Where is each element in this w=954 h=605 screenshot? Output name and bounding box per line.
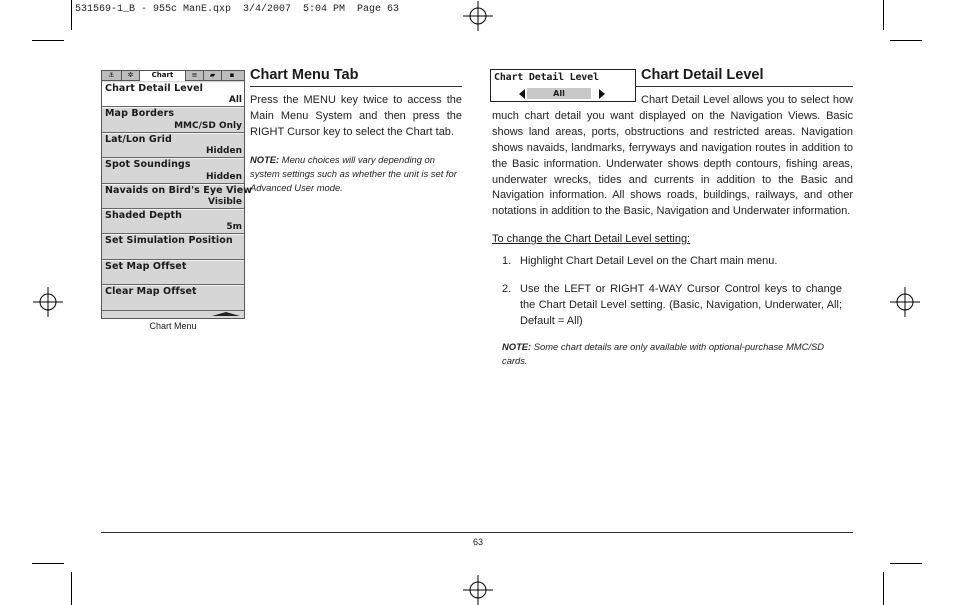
crop-mark (890, 40, 922, 41)
crop-mark (32, 563, 64, 564)
menu-item-label: Map Borders (105, 108, 175, 120)
menu-item-value: MMC/SD Only (174, 120, 242, 131)
note-text: Some chart details are only available with optional-purchase MMC/SD cards. (502, 341, 825, 366)
setup-tab-icon: ▰ (204, 71, 222, 81)
procedure-step (502, 281, 842, 331)
lead-term: Chart Detail Level (641, 94, 730, 106)
widget-value: All (527, 88, 591, 99)
chart-tab: Chart (140, 71, 186, 81)
menu-item (102, 158, 244, 183)
step-number: 1. (502, 255, 512, 267)
procedure-heading: To change the Chart Detail Level setting: (492, 233, 691, 245)
crop-mark (883, 572, 884, 605)
chart-detail-level-heading: Chart Detail Level (641, 67, 764, 83)
widget-title: Chart Detail Level (494, 72, 599, 83)
alarms-tab-icon: ⚓ (102, 71, 122, 81)
heading-rule (636, 86, 853, 87)
menu-item-label: Lat/Lon Grid (105, 133, 172, 145)
crop-mark (883, 0, 884, 30)
note-label: NOTE: (502, 341, 532, 352)
crop-mark (71, 0, 72, 30)
registration-mark-icon (463, 575, 493, 605)
registration-mark-icon (33, 287, 63, 317)
menu-item-label: Shaded Depth (105, 210, 183, 221)
note-text: Menu choices will vary depending on system settings such as whether the unit is set for Advanced User mode. (250, 154, 457, 193)
menu-item (102, 260, 244, 285)
footer-rule (101, 532, 853, 533)
menu-item (102, 234, 244, 259)
registration-mark-icon (463, 1, 493, 31)
chart-menu-caption: Chart Menu (149, 321, 197, 331)
chart-menu-tab-body: Press the MENU key twice to access the Main Menu System and then press the RIGHT Cursor key to select the Chart tab. (250, 94, 462, 138)
menu-item-value: All (228, 95, 242, 106)
scroll-arrow-icon (212, 312, 240, 316)
menu-item (102, 209, 244, 234)
body-text: allows you to select how much chart detail you want displayed on the Navigation Views. Basic shows land areas, ports, obstructions and restricted areas. Navigation shows navaids, landmarks, ferryways and navigation routes in addition to the Basic information. Underwater shows depth contours, fishing areas, underwater wrecks, tides and currents in addition to the Basic and Navigation information. All shows roads, buildings, railways, and other notations in addition to the Basic, Navigation and Underwater information. (492, 94, 854, 218)
procedure-step (502, 253, 842, 271)
menu-item-value: Visible (208, 196, 242, 207)
step-number: 2. (502, 283, 512, 295)
chart-menu-tab-heading: Chart Menu Tab (250, 67, 359, 83)
menu-item-label: Set Map Offset (105, 260, 187, 272)
print-slug: 531569-1_B - 955c ManE.qxp 3/4/2007 5:04 PM Page 63 (75, 4, 400, 15)
menu-item-value: 5m (226, 222, 242, 233)
step-text: Highlight Chart Detail Level on the Chart main menu. (520, 255, 778, 267)
sonar-tab-icon: ✲ (122, 71, 140, 81)
menu-item-label: Spot Soundings (105, 159, 191, 171)
menu-tab-bar (102, 71, 244, 81)
menu-item-value: Hidden (205, 146, 242, 157)
menu-item (102, 133, 244, 158)
crop-mark (32, 40, 64, 41)
menu-item (102, 184, 253, 209)
chart-detail-level-body (492, 93, 853, 220)
menu-item (102, 107, 244, 132)
note-label: NOTE: (250, 154, 280, 165)
step-text: Use the LEFT or RIGHT 4-WAY Cursor Control keys to change the Chart Detail Level setting. (Basic, Navigation, Underwater, All; Default = All) (520, 283, 842, 327)
page-number: 63 (472, 537, 483, 547)
chart-menu-screenshot (101, 70, 253, 319)
views-tab-icon: ▪ (229, 71, 235, 79)
menu-item-label: Clear Map Offset (105, 286, 197, 298)
navigation-tab-icon: ≡ (186, 71, 204, 81)
menu-item (102, 82, 244, 107)
chart-detail-level-note (502, 340, 847, 368)
crop-mark (71, 572, 72, 605)
menu-item-label: Navaids on Bird's Eye View (105, 184, 253, 196)
heading-rule (250, 86, 462, 87)
registration-mark-icon (890, 287, 920, 317)
chart-menu-tab-note (250, 153, 462, 195)
menu-item-label: Chart Detail Level (105, 83, 203, 94)
menu-item-label: Set Simulation Position (105, 235, 233, 247)
menu-item (102, 285, 244, 310)
crop-mark (890, 563, 922, 564)
menu-item-value: Hidden (205, 171, 242, 182)
